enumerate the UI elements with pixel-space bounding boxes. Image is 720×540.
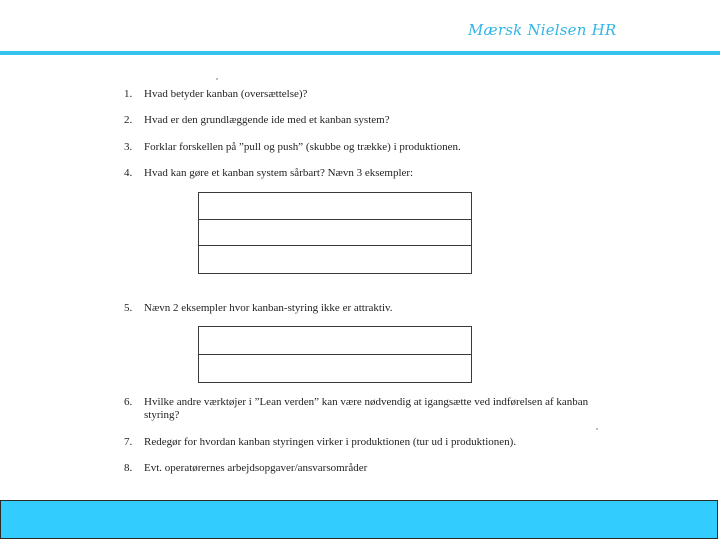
scan-speck <box>216 78 218 80</box>
question-number: 7. <box>124 436 133 448</box>
question-text: Hvad er den grundlæggende ide med et kanban system? <box>144 114 390 126</box>
answer-line <box>199 354 471 355</box>
answer-box-question-5[interactable] <box>198 326 472 383</box>
question-number: 2. <box>124 114 133 126</box>
question-text: Evt. operatørernes arbejdsopgaver/ansvarsområder <box>144 462 368 474</box>
question-number: 4. <box>124 167 133 179</box>
question-text: Hvad betyder kanban (oversættelse)? <box>144 88 308 100</box>
question-text: Forklar forskellen på ”pull og push” (skubbe og trække) i produktionen. <box>144 141 461 153</box>
scan-speck <box>596 428 598 430</box>
question-number: 1. <box>124 88 133 100</box>
brand-title: Mærsk Nielsen HR <box>468 21 617 39</box>
answer-box-question-4[interactable] <box>198 192 472 274</box>
header-divider <box>0 51 720 55</box>
question-text: Hvilke andre værktøjer i ”Lean verden” kan være nødvendig at igangsætte ved indførelsen af kanban styring? <box>144 396 589 421</box>
question-text: Hvad kan gøre et kanban system sårbart? Nævn 3 eksempler: <box>144 167 414 179</box>
question-text: Redegør for hvordan kanban styringen virker i produktionen (tur ud i produktionen). <box>144 436 517 448</box>
question-number: 6. <box>124 396 133 408</box>
answer-line <box>199 245 471 246</box>
question-number: 3. <box>124 141 133 153</box>
question-number: 8. <box>124 462 133 474</box>
footer-bar <box>0 500 718 539</box>
question-text: Nævn 2 eksempler hvor kanban-styring ikke er attraktiv. <box>144 302 393 314</box>
question-number: 5. <box>124 302 133 314</box>
answer-line <box>199 219 471 220</box>
